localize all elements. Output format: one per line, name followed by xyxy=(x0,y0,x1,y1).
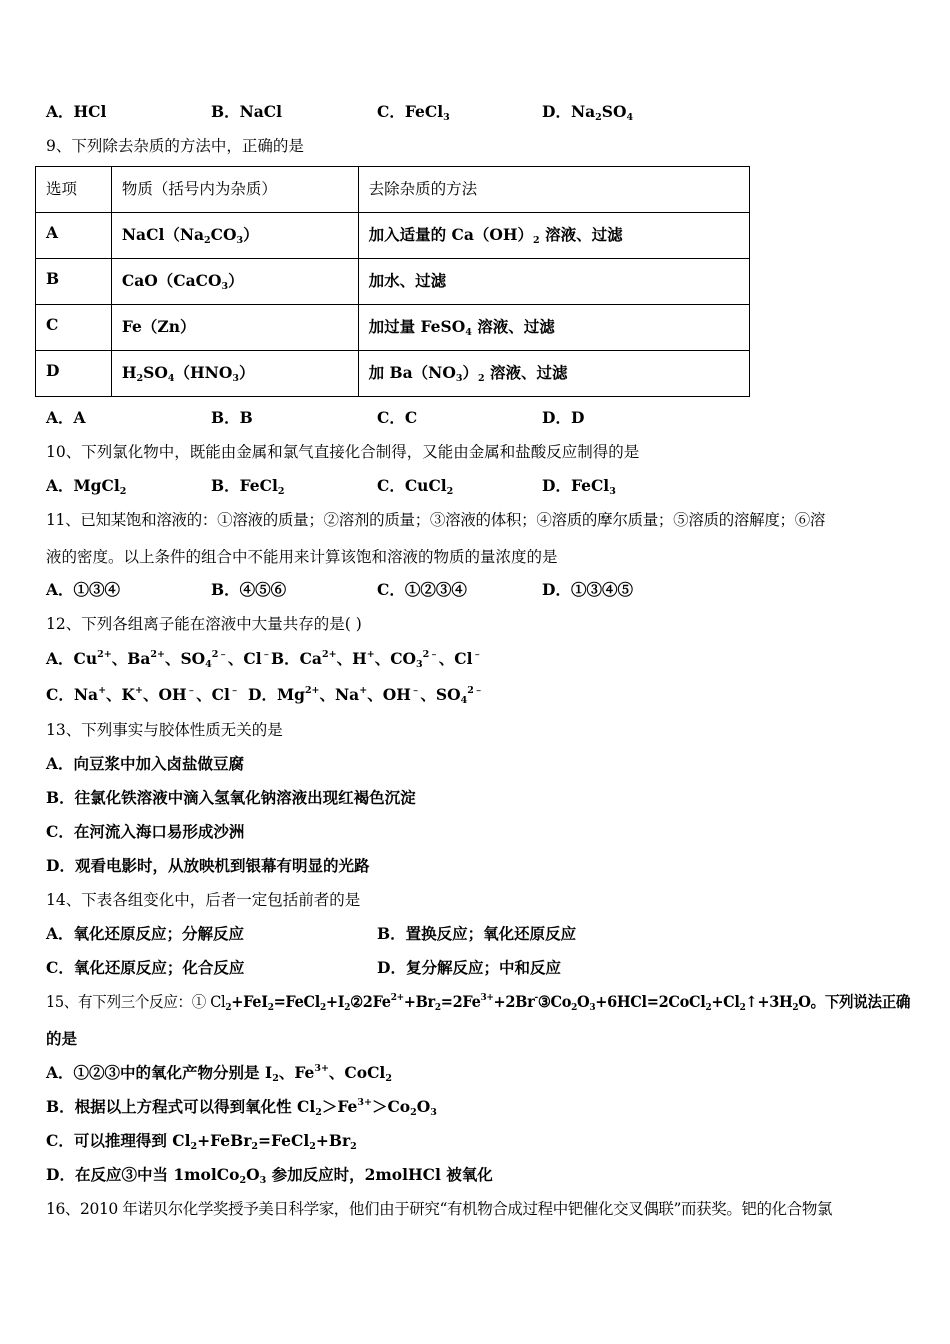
q10-option-b: B．FeCl$_2$ xyxy=(211,476,285,497)
q15-option-d: D．在反应③中当 $1molCo_2O_3$ 参加反应时，2molHCl 被氧化 xyxy=(46,1165,493,1186)
q9-option-d: D．D xyxy=(542,408,585,427)
header-option: 选项 xyxy=(36,167,112,213)
q13-option-c: C．在河流入海口易形成沙洲 xyxy=(46,822,245,841)
q14-stem: 14、下表各组变化中，后者一定包括前者的是 xyxy=(46,891,361,909)
q11-option-a: A．①③④ xyxy=(46,580,121,599)
q11-option-b: B．④⑤⑥ xyxy=(211,580,287,599)
q11-stem-line2: 液的密度。以上条件的组合中不能用来计算该饱和溶液的物质的量浓度的是 xyxy=(46,548,558,566)
q10-option-a: A．MgCl$_2$ xyxy=(46,476,127,497)
q11-stem-line1: 11、已知某饱和溶液的：①溶液的质量；②溶剂的质量；③溶液的体积；④溶质的摩尔质量；⑤溶质的溶解度；⑥溶 xyxy=(46,511,826,529)
q15-stem-line2: 的是 xyxy=(46,1029,78,1048)
row-option: A xyxy=(36,213,112,259)
table-row xyxy=(36,351,750,397)
q9-option-c: C．C xyxy=(377,408,418,427)
q12-option-c: C．Na+、K+、OH﹣、Cl﹣ xyxy=(46,685,240,704)
q12-option-d: D．$Mg^{2+}$、Na+、OH﹣、$SO_4^{2﹣}$ xyxy=(248,685,484,706)
table-header-row xyxy=(36,167,750,213)
q14-option-c: C．氧化还原反应；化合反应 xyxy=(46,958,245,977)
q14-option-b: B．置换反应；氧化还原反应 xyxy=(377,924,577,943)
q11-option-d: D．①③④⑤ xyxy=(542,580,633,599)
row-method: 加水、过滤 xyxy=(358,259,749,305)
q8-option-a: A．HCl xyxy=(46,102,107,121)
q13-option-b: B．往氯化铁溶液中滴入氢氧化钠溶液出现红褐色沉淀 xyxy=(46,788,416,807)
table-row xyxy=(36,213,750,259)
q13-option-d: D．观看电影时，从放映机到银幕有明显的光路 xyxy=(46,856,370,875)
q8-option-c: C．FeCl$_3$ xyxy=(377,102,450,123)
row-substance: $H_2SO_4(HNO_3)$ xyxy=(111,351,358,397)
table-row xyxy=(36,305,750,351)
q15-option-b: B．根据以上方程式可以得到氧化性 $Cl_2>Fe^{3+}>Co_2O_3$ xyxy=(46,1097,437,1118)
row-option: C xyxy=(36,305,112,351)
q9-option-b: B．B xyxy=(211,408,253,427)
q12-option-a: A．$Cu^{2+}$、$Ba^{2+}$、$SO_4^{2﹣}$、Cl﹣ xyxy=(46,649,272,670)
table-row xyxy=(36,259,750,305)
q15-stem-line1: 15、有下列三个反应：① $Cl_2+FeI_2=FeCl_2+I_2②2Fe^{2+}+Br_2=2Fe^{3+}+2Br^-③Co_2O_3+6HCl=2CoCl_2+Cl_2↑+3H_2O$。下列说法正确 xyxy=(46,992,911,1013)
q16-stem: 16、2010 年诺贝尔化学奖授予美日科学家，他们由于研究“有机物合成过程中钯催化交叉偶联”而获奖。钯的化合物氯 xyxy=(46,1200,833,1218)
q13-option-a: A．向豆浆中加入卤盐做豆腐 xyxy=(46,754,245,773)
row-method: 加过量 FeSO$_4$ 溶液、过滤 xyxy=(358,305,749,351)
q9-stem: 9、下列除去杂质的方法中，正确的是 xyxy=(46,137,304,155)
header-substance: 物质（括号内为杂质） xyxy=(111,167,358,213)
q14-option-d: D．复分解反应；中和反应 xyxy=(377,958,561,977)
q15-option-a: A．①②③中的氧化产物分别是 $I_2$、$Fe^{3+}$、CoCl$_2$ xyxy=(46,1063,392,1084)
q10-option-c: C．CuCl$_2$ xyxy=(377,476,454,497)
row-option: D xyxy=(36,351,112,397)
q10-option-d: D．FeCl$_3$ xyxy=(542,476,616,497)
row-substance: $NaCl(Na_2CO_3)$ xyxy=(111,213,358,259)
q8-option-d: D．$Na_2SO_4$ xyxy=(542,102,634,123)
q10-stem: 10、下列氯化物中，既能由金属和氯气直接化合制得，又能由金属和盐酸反应制得的是 xyxy=(46,443,640,461)
q14-option-a: A．氧化还原反应；分解反应 xyxy=(46,924,245,943)
row-substance: CaO（CaCO$_3$） xyxy=(111,259,358,305)
q12-stem: 12、下列各组离子能在溶液中大量共存的是( ) xyxy=(46,615,362,633)
row-option: B xyxy=(36,259,112,305)
q8-option-b: B．NaCl xyxy=(211,102,283,121)
q9-option-a: A．A xyxy=(46,408,86,427)
row-method: 加 $Ba(NO_3)_2$ 溶液、过滤 xyxy=(358,351,749,397)
q15-option-c: C．可以推理得到 $Cl_2+FeBr_2=FeCl_2+Br_2$ xyxy=(46,1131,357,1152)
q13-stem: 13、下列事实与胶体性质无关的是 xyxy=(46,721,283,739)
row-method: 加入适量的 $Ca(OH)_2$ 溶液、过滤 xyxy=(358,213,749,259)
q12-option-b: B．$Ca^{2+}$、H+、$CO_3^{2﹣}$、Cl﹣ xyxy=(271,649,483,670)
q9-table xyxy=(35,166,750,397)
header-method: 去除杂质的方法 xyxy=(358,167,749,213)
row-substance: Fe（Zn） xyxy=(111,305,358,351)
q11-option-c: C．①②③④ xyxy=(377,580,467,599)
